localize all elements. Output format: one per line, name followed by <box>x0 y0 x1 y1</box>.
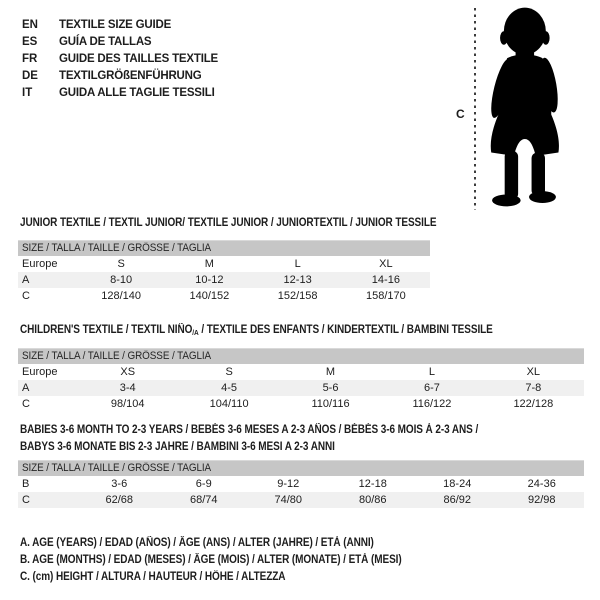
language-title: TEXTILGRÖßENFÜHRUNG <box>59 70 202 82</box>
cell: 152/158 <box>277 290 318 302</box>
table-row-europe <box>18 256 430 272</box>
table-row-europe <box>18 364 584 380</box>
junior-section-title: JUNIOR TEXTILE / TEXTIL JUNIOR/ TEXTILE JUNIOR / JUNIORTEXTIL / JUNIOR TESSILE <box>20 217 437 229</box>
row-label: B <box>22 478 30 490</box>
language-row-fr <box>22 51 218 68</box>
cell: 24-36 <box>527 478 556 490</box>
size-header-bar <box>18 460 584 476</box>
cell: 110/116 <box>311 398 350 410</box>
table-row-c <box>18 492 584 508</box>
cell: 12-18 <box>358 478 387 490</box>
table-row-a <box>18 380 584 396</box>
height-measure-dotted-line <box>474 8 476 210</box>
language-row-de <box>22 68 218 85</box>
size-header-text: SIZE / TALLA / TAILLE / GRÖSSE / TAGLIA <box>22 462 212 474</box>
cell: 8-10 <box>110 274 133 286</box>
language-list <box>22 17 218 102</box>
size-header-bar <box>18 348 584 364</box>
language-code: ES <box>22 36 38 48</box>
cell: 116/122 <box>412 398 452 410</box>
table-row-c <box>18 288 430 304</box>
cell: XS <box>120 366 136 378</box>
cell: 104/110 <box>209 398 249 410</box>
row-label: C <box>22 494 30 506</box>
children-title-subscript: /A <box>192 328 199 337</box>
language-row-it <box>22 85 218 102</box>
table-row-b <box>18 476 584 492</box>
junior-size-table <box>18 240 430 304</box>
row-label: A <box>22 274 30 286</box>
cell: 86/92 <box>443 494 472 506</box>
baby-silhouette <box>482 6 566 208</box>
cell: S <box>117 258 125 270</box>
legend-line-b: B. AGE (MONTHS) / EDAD (MESES) / ÂGE (MOIS) / ALTER (MONATE) / ETÀ (MESI) <box>20 554 402 566</box>
cell: 68/74 <box>189 494 218 506</box>
cell: 92/98 <box>527 494 556 506</box>
cell: L <box>294 258 301 270</box>
cell: 14-16 <box>371 274 400 286</box>
legend-line-a: A. AGE (YEARS) / EDAD (AÑOS) / ÂGE (ANS) / ALTER (JAHRE) / ETÀ (ANNI) <box>20 537 374 549</box>
language-code: EN <box>22 19 38 31</box>
legend-line-c: C. (cm) HEIGHT / ALTURA / HAUTEUR / HÖHE / ALTEZZA <box>20 571 286 583</box>
table-row-a <box>18 272 430 288</box>
size-header-text: SIZE / TALLA / TAILLE / GRÖSSE / TAGLIA <box>22 242 212 254</box>
language-title: TEXTILE SIZE GUIDE <box>59 19 172 31</box>
language-row-en <box>22 17 218 34</box>
cell: 122/128 <box>513 398 554 410</box>
cell: XL <box>526 366 541 378</box>
cell: 74/80 <box>274 494 303 506</box>
cell: L <box>428 366 435 378</box>
cell: 3-4 <box>119 382 136 394</box>
row-label: A <box>22 382 30 394</box>
cell: 18-24 <box>443 478 472 490</box>
cell: 140/152 <box>189 290 230 302</box>
language-code: DE <box>22 70 38 82</box>
cell: 7-8 <box>525 382 542 394</box>
cell: 158/170 <box>365 290 406 302</box>
babies-size-table <box>18 460 584 508</box>
cell: 98/104 <box>110 398 145 410</box>
measure-legend <box>20 535 459 586</box>
row-label: C <box>22 290 30 302</box>
language-title: GUIDA ALLE TAGLIE TESSILI <box>59 87 215 99</box>
language-code: IT <box>22 87 33 99</box>
cell: 4-5 <box>221 382 238 394</box>
cell: M <box>204 258 214 270</box>
row-label: C <box>22 398 30 410</box>
height-measure-label: C <box>456 107 465 121</box>
children-section-title <box>20 323 493 337</box>
cell: XL <box>379 258 393 270</box>
language-row-es <box>22 34 218 51</box>
cell: 62/68 <box>105 494 134 506</box>
babies-section-title-line1: BABIES 3-6 MONTH TO 2-3 YEARS / BEBÉS 3-6 MESES A 2-3 AÑOS / BÉBÉS 3-6 MOIS À 2-3 ANS / <box>20 424 479 436</box>
cell: 6-9 <box>195 478 212 490</box>
row-label: Europe <box>22 366 58 378</box>
cell: 10-12 <box>195 274 224 286</box>
cell: 128/140 <box>101 290 141 302</box>
language-title: GUÍA DE TALLAS <box>59 36 152 48</box>
table-row-c <box>18 396 584 412</box>
size-header-text: SIZE / TALLA / TAILLE / GRÖSSE / TAGLIA <box>22 350 212 362</box>
children-title-pre: CHILDREN'S TEXTILE / TEXTIL NIÑO <box>20 324 193 336</box>
cell: 12-13 <box>283 274 312 286</box>
language-code: FR <box>22 53 38 65</box>
cell: 5-6 <box>322 382 339 394</box>
cell: 9-12 <box>277 478 300 490</box>
cell: S <box>225 366 233 378</box>
language-title: GUIDE DES TAILLES TEXTILE <box>59 53 218 65</box>
cell: 80/86 <box>358 494 387 506</box>
children-size-table <box>18 348 584 412</box>
cell: 3-6 <box>111 478 128 490</box>
cell: M <box>325 366 336 378</box>
cell: 6-7 <box>423 382 440 394</box>
babies-section-title-line2: BABYS 3-6 MONATE BIS 2-3 JAHRE / BAMBINI 3-6 MESI A 2-3 ANNI <box>20 441 335 453</box>
size-header-bar <box>18 240 430 256</box>
children-title-post: / TEXTILE DES ENFANTS / KINDERTEXTIL / BAMBINI TESSILE <box>198 324 493 336</box>
row-label: Europe <box>22 258 58 270</box>
